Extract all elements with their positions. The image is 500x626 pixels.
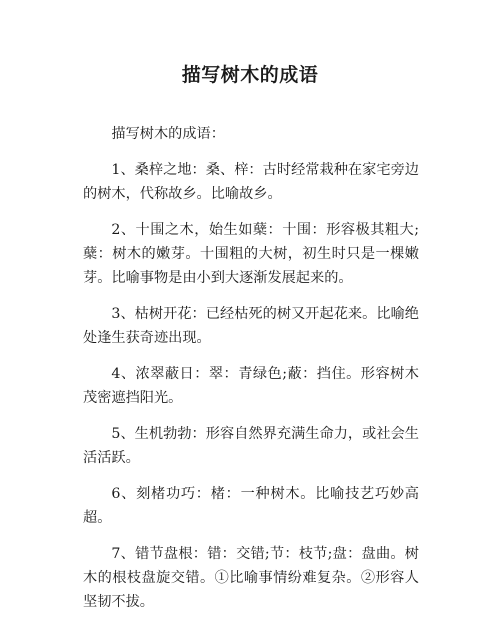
intro-paragraph: 描写树木的成语： [111, 126, 225, 142]
idiom-paragraph-4: 4、浓翠蔽日：翠：青绿色;蔽：挡住。形容树木茂密遮挡阳光。 [83, 366, 419, 406]
idiom-paragraph-6: 6、刻楮功巧：楮：一种树木。比喻技艺巧妙高超。 [83, 486, 419, 526]
idiom-paragraph-1: 1、桑梓之地：桑、梓：古时经常栽种在家宅旁边的树木，代称故乡。比喻故乡。 [83, 162, 419, 202]
idiom-paragraph-2: 2、十围之木，始生如蘖：十围：形容极其粗大;蘖：树木的嫩芽。十围粗的大树，初生时只是一棵嫩芽。比喻事物是由小到大逐渐发展起来的。 [83, 222, 419, 286]
idiom-paragraph-7: 7、错节盘根：错：交错;节：枝节;盘：盘曲。树木的根枝盘旋交错。①比喻事情纷难复杂。②形容人坚韧不拔。 [83, 546, 419, 610]
idiom-paragraph-3: 3、枯树开花：已经枯死的树又开起花来。比喻绝处逢生获奇迹出现。 [83, 306, 419, 346]
document-body [83, 122, 419, 626]
document-title: 描写树木的成语 [181, 64, 319, 86]
idiom-paragraph-5: 5、生机勃勃：形容自然界充满生命力，或社会生活活跃。 [83, 426, 419, 466]
